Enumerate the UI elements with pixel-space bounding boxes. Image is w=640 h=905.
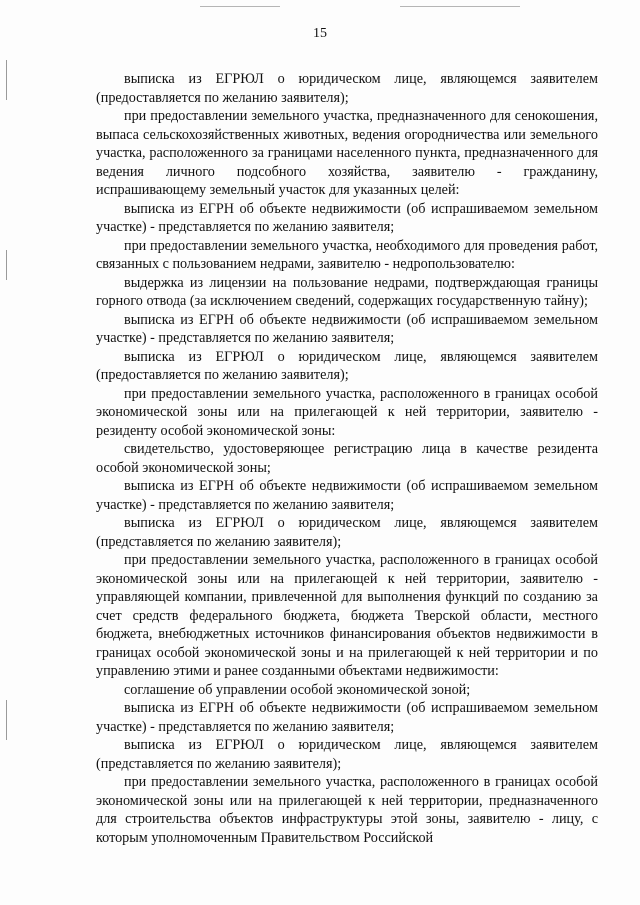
paragraph: при предоставлении земельного участка, расположенного в границах особой экономической зоны или на прилегающей к ней территории, предназначенного для строительства объектов инфраструктуры этой зоны, заявителю - лицу, с которым уполномоченным Правительством Российской	[96, 774, 598, 846]
paragraph: выписка из ЕГРЮЛ о юридическом лице, являющемся заявителем (представляется по желанию заявителя);	[96, 737, 598, 772]
paragraph: выписка из ЕГРН об объекте недвижимости (об испрашиваемом земельном участке) - представляется по желанию заявителя;	[96, 200, 598, 235]
paragraph: при предоставлении земельного участка, расположенного в границах особой экономической зоны или на прилегающей к ней территории, заявителю - управляющей компании, привлеченной для выполнения функций по созданию за счет средств федерального бюджета, бюджета Тверской области, местного бюджета, внебюджетных источников финансирования объектов недвижимости в границах особой экономической зоны и на прилегающей к ней территории и по управлению этими и ранее созданными объектами недвижимости:	[96, 552, 598, 679]
paragraph: выдержка из лицензии на пользование недрами, подтверждающая границы горного отвода (за исключением сведений, содержащих государственную тайну);	[96, 274, 598, 309]
paragraph: свидетельство, удостоверяющее регистрацию лица в качестве резидента особой экономической зоны;	[96, 441, 598, 476]
paragraph: выписка из ЕГРН об объекте недвижимости (об испрашиваемом земельном участке) - представляется по желанию заявителя;	[96, 700, 598, 735]
paragraph: при предоставлении земельного участка, расположенного в границах особой экономической зоны или на прилегающей к ней территории, заявителю - резиденту особой экономической зоны:	[96, 385, 598, 439]
paragraph: выписка из ЕГРН об объекте недвижимости (об испрашиваемом земельном участке) - представляется по желанию заявителя;	[96, 478, 598, 513]
paragraph: при предоставлении земельного участка, предназначенного для сенокошения, выпаса сельскохозяйственных животных, ведения огородничества или земельного участка, расположенного за границами населенного пункта, предназначенного для ведения личного подсобного хозяйства, заявителю - гражданину, испрашивающему земельный участок для указанных целей:	[96, 108, 598, 198]
paragraph: выписка из ЕГРН об объекте недвижимости (об испрашиваемом земельном участке) - представляется по желанию заявителя;	[96, 311, 598, 346]
scan-artifact	[6, 250, 7, 280]
scan-artifact	[6, 60, 7, 100]
scan-artifact	[200, 6, 280, 7]
paragraph: соглашение об управлении особой экономической зоной;	[124, 681, 471, 698]
paragraph: при предоставлении земельного участка, необходимого для проведения работ, связанных с пользованием недрами, заявителю - недропользователю:	[96, 237, 598, 272]
paragraph: выписка из ЕГРЮЛ о юридическом лице, являющемся заявителем (представляется по желанию заявителя);	[96, 515, 598, 550]
scan-artifact	[6, 700, 7, 740]
paragraph: выписка из ЕГРЮЛ о юридическом лице, являющемся заявителем (предоставляется по желанию заявителя);	[96, 71, 598, 106]
document-body	[96, 70, 598, 847]
scan-artifact	[400, 6, 520, 7]
page-number: 15	[313, 26, 327, 41]
paragraph: выписка из ЕГРЮЛ о юридическом лице, являющемся заявителем (предоставляется по желанию заявителя);	[96, 348, 598, 383]
